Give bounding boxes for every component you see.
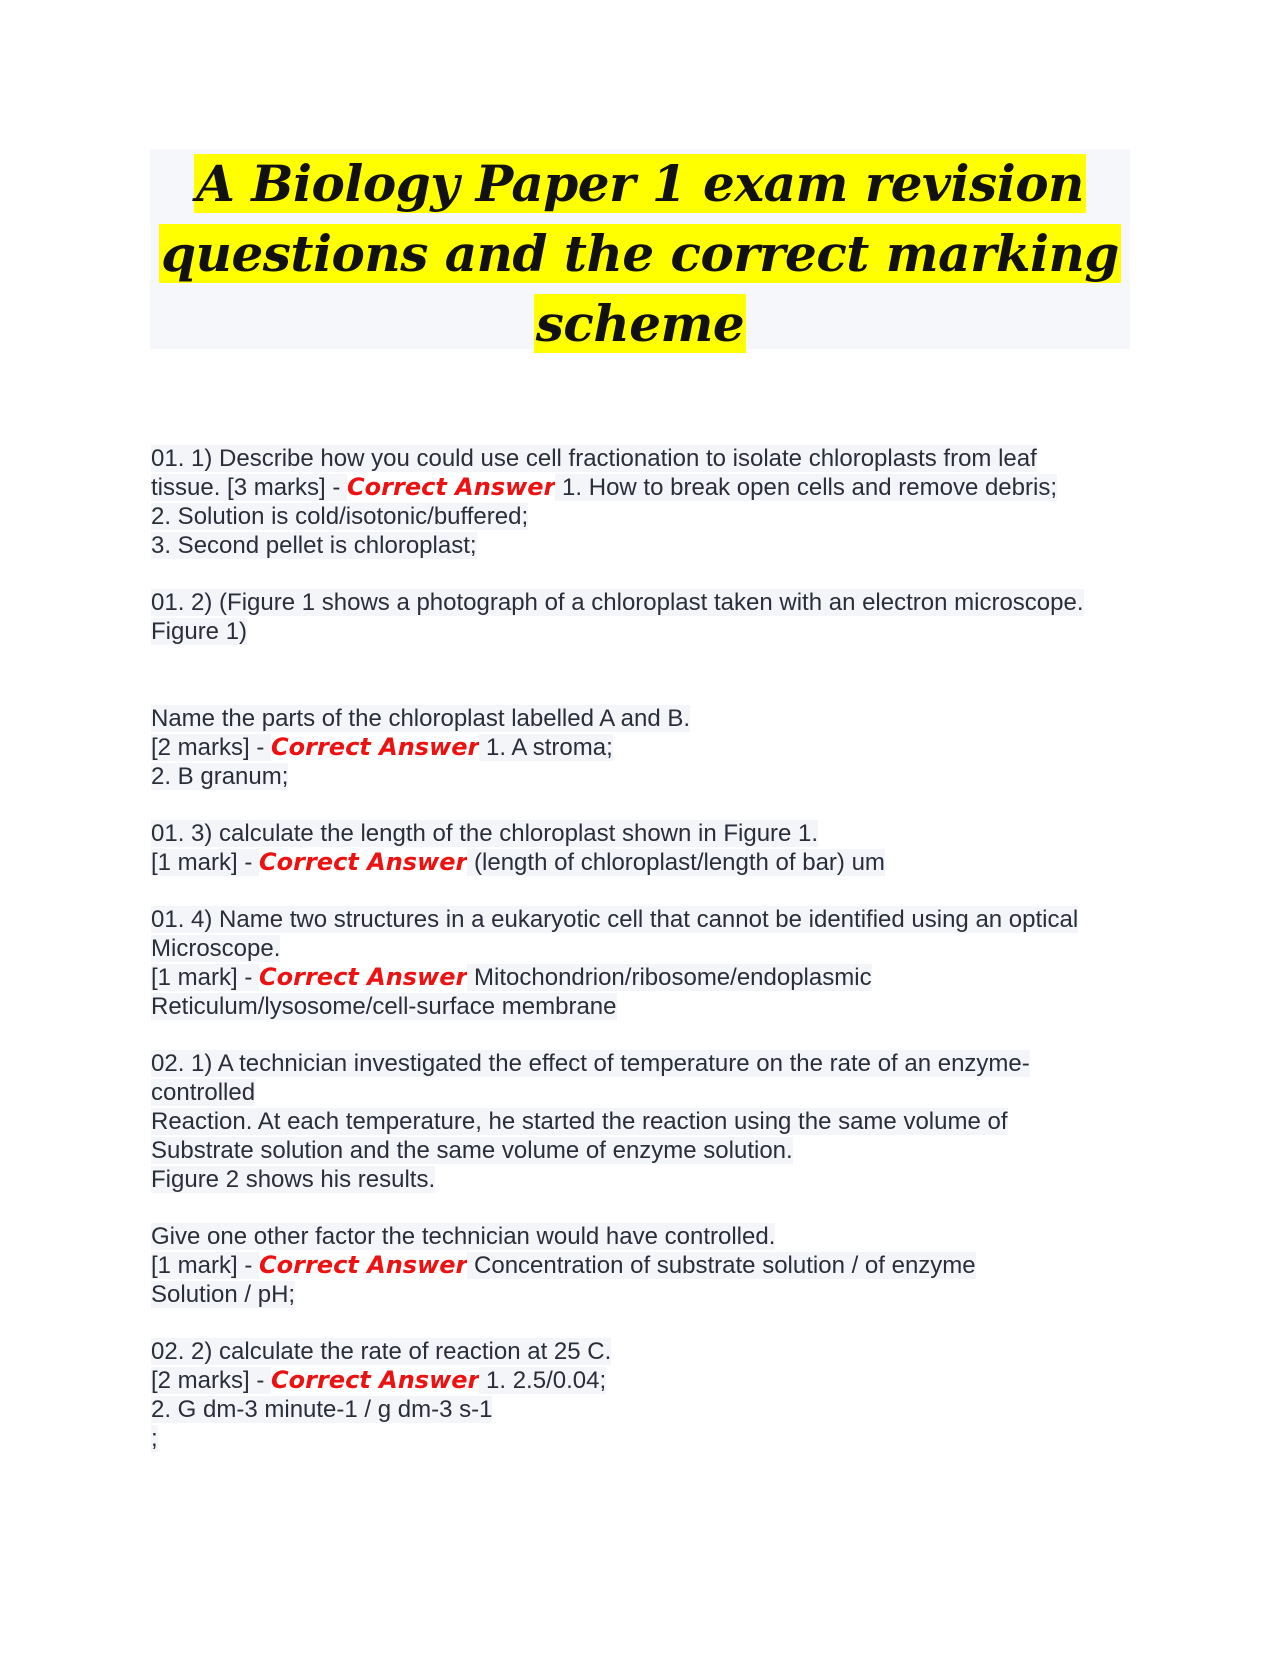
question-text: controlled [151,1079,256,1106]
question-marks: [1 mark] - [151,1252,260,1279]
answer-text: 1. A stroma; [479,734,613,761]
title-line-2: questions and the correct marking [161,224,1119,283]
question-text: 02. 2) calculate the rate of reaction at 25 C. [151,1338,612,1365]
correct-answer-label: Correct Answer [347,473,556,501]
question-marks: [2 marks] - [151,734,272,761]
figure-placeholder [151,646,1141,704]
question-02-1 [151,1049,1141,1194]
answer-text: (length of chloroplast/length of bar) um [467,849,885,876]
question-marks: [2 marks] - [151,1367,272,1394]
answer-text: 2. Solution is cold/isotonic/buffered; [151,503,529,530]
question-text: Name the parts of the chloroplast labelled A and B. [151,705,691,732]
question-01-1 [151,444,1141,560]
question-marks: [1 mark] - [151,964,260,991]
answer-text: 2. B granum; [151,763,289,790]
question-01-2 [151,588,1141,791]
answer-text: 1. How to break open cells and remove debris; [555,474,1057,501]
question-text: 02. 1) A technician investigated the effect of temperature on the rate of an enzyme- [151,1050,1030,1077]
answer-text: ; [151,1425,158,1452]
question-01-3 [151,819,1141,877]
correct-answer-label: Correct Answer [271,733,480,761]
question-02-2 [151,1337,1141,1453]
correct-answer-label: Correct Answer [259,1251,468,1279]
question-text: Figure 2 shows his results. [151,1166,436,1193]
correct-answer-label: Correct Answer [271,1366,480,1394]
question-text: 01. 4) Name two structures in a eukaryotic cell that cannot be identified using an optical [151,906,1079,933]
question-text: 01. 3) calculate the length of the chloroplast shown in Figure 1. [151,820,819,847]
answer-text: Reticulum/lysosome/cell-surface membrane [151,993,617,1020]
question-marks: tissue. [3 marks] - [151,474,348,501]
question-02-1-factor [151,1222,1141,1309]
title-line-3: scheme [535,294,745,353]
question-marks: [1 mark] - [151,849,260,876]
question-text: Substrate solution and the same volume of enzyme solution. [151,1137,793,1164]
question-text: 01. 1) Describe how you could use cell fractionation to isolate chloroplasts from leaf [151,445,1037,472]
answer-text: 1. 2.5/0.04; [479,1367,607,1394]
question-text: Microscope. [151,935,281,962]
question-01-4 [151,905,1141,1021]
answer-text: Solution / pH; [151,1281,296,1308]
correct-answer-label: Correct Answer [259,848,468,876]
answer-text: 3. Second pellet is chloroplast; [151,532,477,559]
document-title [150,149,1130,359]
document-body [151,444,1141,1481]
answer-text: 2. G dm-3 minute-1 / g dm-3 s-1 [151,1396,493,1423]
title-line-1: A Biology Paper 1 exam revision [196,154,1084,213]
question-text: 01. 2) (Figure 1 shows a photograph of a chloroplast taken with an electron microscope. [151,589,1084,616]
question-text: Figure 1) [151,618,248,645]
question-text: Reaction. At each temperature, he started the reaction using the same volume of [151,1108,1008,1135]
answer-text: Concentration of substrate solution / of enzyme [467,1252,976,1279]
correct-answer-label: Correct Answer [259,963,468,991]
question-text: Give one other factor the technician would have controlled. [151,1223,776,1250]
answer-text: Mitochondrion/ribosome/endoplasmic [467,964,872,991]
